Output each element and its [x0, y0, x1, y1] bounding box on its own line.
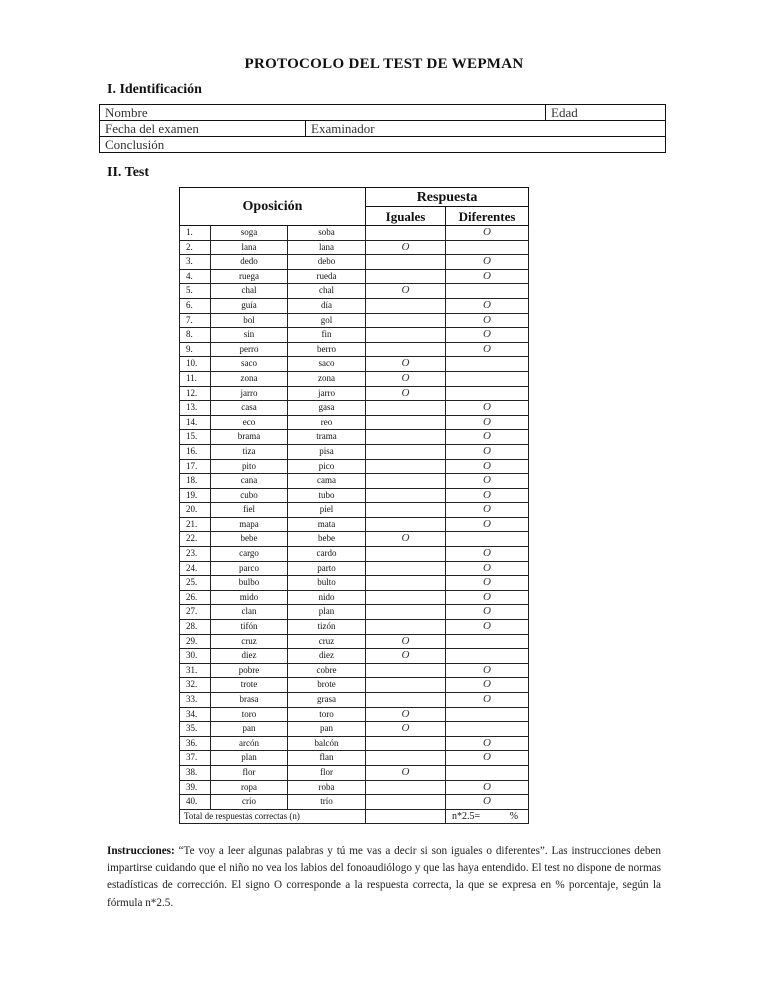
answer-iguales[interactable]	[366, 678, 446, 693]
row-number: 5.	[180, 284, 211, 299]
table-row	[180, 561, 529, 576]
table-row	[180, 693, 529, 708]
word-2: trama	[288, 430, 366, 445]
word-1: zona	[211, 371, 288, 386]
word-2: bulto	[288, 576, 366, 591]
row-number: 25.	[180, 576, 211, 591]
answer-iguales[interactable]	[366, 488, 446, 503]
row-number: 23.	[180, 547, 211, 562]
word-2: bebe	[288, 532, 366, 547]
row-number: 34.	[180, 707, 211, 722]
table-row	[180, 313, 529, 328]
word-1: lana	[211, 240, 288, 255]
answer-diferentes[interactable]: O	[446, 795, 529, 810]
table-row	[180, 444, 529, 459]
answer-diferentes[interactable]: O	[446, 503, 529, 518]
word-2: mata	[288, 517, 366, 532]
word-1: diez	[211, 649, 288, 664]
table-row	[180, 707, 529, 722]
answer-iguales[interactable]: O	[366, 707, 446, 722]
row-number: 30.	[180, 649, 211, 664]
row-number: 38.	[180, 765, 211, 780]
word-1: tiza	[211, 444, 288, 459]
word-1: chal	[211, 284, 288, 299]
header-oposicion: Oposición	[180, 188, 366, 226]
word-2: piel	[288, 503, 366, 518]
word-1: dedo	[211, 255, 288, 270]
answer-iguales[interactable]	[366, 474, 446, 489]
nombre-field[interactable]: Nombre	[100, 105, 546, 121]
row-number: 40.	[180, 795, 211, 810]
word-2: debo	[288, 255, 366, 270]
answer-iguales[interactable]: O	[366, 634, 446, 649]
answer-iguales[interactable]: O	[366, 765, 446, 780]
table-row	[180, 532, 529, 547]
table-row	[180, 517, 529, 532]
answer-diferentes[interactable]: O	[446, 693, 529, 708]
row-number: 18.	[180, 474, 211, 489]
answer-diferentes[interactable]: O	[446, 678, 529, 693]
word-2: trío	[288, 795, 366, 810]
row-number: 26.	[180, 590, 211, 605]
word-1: ropa	[211, 780, 288, 795]
row-number: 37.	[180, 751, 211, 766]
answer-iguales[interactable]	[366, 430, 446, 445]
word-2: gol	[288, 313, 366, 328]
row-number: 13.	[180, 401, 211, 416]
answer-iguales[interactable]: O	[366, 722, 446, 737]
word-2: pan	[288, 722, 366, 737]
answer-iguales[interactable]	[366, 401, 446, 416]
table-row	[180, 386, 529, 401]
table-row	[180, 649, 529, 664]
answer-iguales[interactable]: O	[366, 240, 446, 255]
answer-iguales[interactable]: O	[366, 371, 446, 386]
answer-diferentes[interactable]: O	[446, 226, 529, 241]
answer-diferentes[interactable]: O	[446, 328, 529, 343]
table-row	[180, 663, 529, 678]
answer-iguales[interactable]: O	[366, 386, 446, 401]
word-2: roba	[288, 780, 366, 795]
answer-iguales[interactable]: O	[366, 284, 446, 299]
table-row	[180, 722, 529, 737]
table-row	[180, 474, 529, 489]
header-respuesta: Respuesta	[366, 188, 529, 207]
answer-iguales[interactable]: O	[366, 357, 446, 372]
answer-iguales[interactable]	[366, 255, 446, 270]
answer-iguales[interactable]: O	[366, 649, 446, 664]
test-table	[179, 187, 529, 824]
word-1: casa	[211, 401, 288, 416]
row-number: 6.	[180, 298, 211, 313]
answer-iguales[interactable]	[366, 517, 446, 532]
row-number: 31.	[180, 663, 211, 678]
answer-iguales[interactable]	[366, 269, 446, 284]
answer-diferentes[interactable]: O	[446, 430, 529, 445]
row-number: 7.	[180, 313, 211, 328]
table-row	[180, 620, 529, 635]
word-1: parco	[211, 561, 288, 576]
answer-diferentes[interactable]: O	[446, 444, 529, 459]
answer-iguales[interactable]	[366, 547, 446, 562]
word-1: cubo	[211, 488, 288, 503]
answer-iguales[interactable]	[366, 663, 446, 678]
word-2: berro	[288, 342, 366, 357]
word-2: diez	[288, 649, 366, 664]
answer-diferentes[interactable]: O	[446, 663, 529, 678]
table-row	[180, 547, 529, 562]
word-2: día	[288, 298, 366, 313]
word-2: tubo	[288, 488, 366, 503]
table-row	[180, 298, 529, 313]
answer-iguales[interactable]	[366, 590, 446, 605]
answer-diferentes[interactable]: O	[446, 561, 529, 576]
word-2: lana	[288, 240, 366, 255]
table-row	[180, 751, 529, 766]
table-row	[180, 240, 529, 255]
answer-diferentes[interactable]: O	[446, 547, 529, 562]
word-2: pisa	[288, 444, 366, 459]
examinador-field[interactable]: Examinador	[306, 121, 666, 137]
word-2: chal	[288, 284, 366, 299]
answer-diferentes[interactable]: O	[446, 255, 529, 270]
word-1: cana	[211, 474, 288, 489]
word-2: saco	[288, 357, 366, 372]
answer-iguales[interactable]	[366, 459, 446, 474]
answer-diferentes[interactable]: O	[446, 590, 529, 605]
test-heading: II. Test	[107, 165, 150, 180]
word-1: bebe	[211, 532, 288, 547]
table-row	[180, 284, 529, 299]
answer-iguales[interactable]	[366, 795, 446, 810]
table-row	[180, 226, 529, 241]
page-title: PROTOCOLO DEL TEST DE WEPMAN	[244, 56, 524, 72]
word-2: flor	[288, 765, 366, 780]
formula-text: n*2.5=	[452, 810, 481, 822]
instructions-text: “Te voy a leer algunas palabras y tú me vas a decir si son iguales o diferentes”. Las instrucciones deben impartirse cuidando que el niño no vea los labios del fonoaudiólogo y que las haya entendido. El test no dispone de normas estadísticas de corrección. El signo O corresponde a la respuesta correcta, la que se expresa en % porcentaje, según la fórmula n*2.5.	[107, 845, 661, 909]
word-1: pan	[211, 722, 288, 737]
word-1: toro	[211, 707, 288, 722]
word-2: zona	[288, 371, 366, 386]
instructions-paragraph	[107, 843, 661, 912]
answer-diferentes[interactable]: O	[446, 517, 529, 532]
row-number: 21.	[180, 517, 211, 532]
row-number: 32.	[180, 678, 211, 693]
word-1: clan	[211, 605, 288, 620]
conclusion-field[interactable]: Conclusión	[100, 137, 666, 153]
answer-diferentes[interactable]	[446, 722, 529, 737]
row-number: 15.	[180, 430, 211, 445]
table-row	[180, 255, 529, 270]
table-row	[180, 678, 529, 693]
row-number: 1.	[180, 226, 211, 241]
word-1: pito	[211, 459, 288, 474]
instructions-label: Instrucciones:	[107, 845, 175, 857]
word-2: gasa	[288, 401, 366, 416]
row-number: 16.	[180, 444, 211, 459]
table-row	[180, 430, 529, 445]
table-row	[180, 459, 529, 474]
row-number: 36.	[180, 736, 211, 751]
answer-diferentes[interactable]: O	[446, 474, 529, 489]
answer-iguales[interactable]	[366, 693, 446, 708]
answer-diferentes[interactable]	[446, 357, 529, 372]
table-row	[180, 576, 529, 591]
row-number: 35.	[180, 722, 211, 737]
row-number: 19.	[180, 488, 211, 503]
word-1: jarro	[211, 386, 288, 401]
table-row	[180, 401, 529, 416]
table-row	[180, 371, 529, 386]
answer-iguales[interactable]	[366, 298, 446, 313]
word-1: cruz	[211, 634, 288, 649]
word-1: mido	[211, 590, 288, 605]
identification-table	[99, 104, 666, 153]
word-1: plan	[211, 751, 288, 766]
answer-diferentes[interactable]: O	[446, 415, 529, 430]
word-2: parto	[288, 561, 366, 576]
word-2: brote	[288, 678, 366, 693]
row-number: 27.	[180, 605, 211, 620]
table-row	[180, 488, 529, 503]
word-2: pico	[288, 459, 366, 474]
row-number: 10.	[180, 357, 211, 372]
answer-diferentes[interactable]: O	[446, 342, 529, 357]
answer-diferentes[interactable]: O	[446, 298, 529, 313]
answer-iguales[interactable]	[366, 736, 446, 751]
word-1: pobre	[211, 663, 288, 678]
word-2: soba	[288, 226, 366, 241]
answer-diferentes[interactable]: O	[446, 751, 529, 766]
word-1: bulbo	[211, 576, 288, 591]
answer-diferentes[interactable]: O	[446, 605, 529, 620]
table-row	[180, 780, 529, 795]
answer-diferentes[interactable]: O	[446, 269, 529, 284]
table-row	[180, 605, 529, 620]
word-2: rueda	[288, 269, 366, 284]
identification-heading: I. Identificación	[107, 82, 202, 97]
answer-diferentes[interactable]	[446, 707, 529, 722]
word-2: cardo	[288, 547, 366, 562]
answer-diferentes[interactable]: O	[446, 488, 529, 503]
answer-diferentes[interactable]	[446, 765, 529, 780]
word-1: ruega	[211, 269, 288, 284]
word-1: crío	[211, 795, 288, 810]
row-number: 24.	[180, 561, 211, 576]
answer-diferentes[interactable]	[446, 240, 529, 255]
row-number: 12.	[180, 386, 211, 401]
table-row	[180, 357, 529, 372]
header-diferentes: Diferentes	[446, 207, 529, 226]
word-2: reo	[288, 415, 366, 430]
word-1: brasa	[211, 693, 288, 708]
answer-iguales[interactable]	[366, 415, 446, 430]
table-row	[180, 503, 529, 518]
word-1: sin	[211, 328, 288, 343]
row-number: 33.	[180, 693, 211, 708]
answer-diferentes[interactable]	[446, 284, 529, 299]
header-iguales: Iguales	[366, 207, 446, 226]
row-number: 9.	[180, 342, 211, 357]
row-number: 29.	[180, 634, 211, 649]
total-label: Total de respuestas correctas (n)	[180, 809, 366, 824]
word-2: balcón	[288, 736, 366, 751]
answer-diferentes[interactable]: O	[446, 736, 529, 751]
word-2: plan	[288, 605, 366, 620]
answer-iguales[interactable]	[366, 605, 446, 620]
row-number: 3.	[180, 255, 211, 270]
table-row	[180, 590, 529, 605]
word-1: bol	[211, 313, 288, 328]
table-row	[180, 634, 529, 649]
row-number: 20.	[180, 503, 211, 518]
word-1: guía	[211, 298, 288, 313]
word-2: nido	[288, 590, 366, 605]
answer-iguales[interactable]	[366, 751, 446, 766]
table-row	[180, 328, 529, 343]
word-2: fin	[288, 328, 366, 343]
word-1: soga	[211, 226, 288, 241]
word-1: cargo	[211, 547, 288, 562]
table-row	[180, 765, 529, 780]
table-row	[180, 269, 529, 284]
table-row	[180, 415, 529, 430]
answer-iguales[interactable]	[366, 313, 446, 328]
answer-iguales[interactable]	[366, 576, 446, 591]
word-1: fiel	[211, 503, 288, 518]
table-row	[180, 736, 529, 751]
table-row	[180, 795, 529, 810]
answer-iguales[interactable]	[366, 561, 446, 576]
word-1: arcón	[211, 736, 288, 751]
row-number: 2.	[180, 240, 211, 255]
fecha-examen-field[interactable]: Fecha del examen	[100, 121, 306, 137]
word-1: saco	[211, 357, 288, 372]
answer-iguales[interactable]	[366, 342, 446, 357]
answer-diferentes[interactable]: O	[446, 620, 529, 635]
answer-diferentes[interactable]	[446, 634, 529, 649]
answer-iguales[interactable]	[366, 328, 446, 343]
word-1: perro	[211, 342, 288, 357]
row-number: 14.	[180, 415, 211, 430]
percent-sign: %	[509, 810, 519, 822]
answer-diferentes[interactable]: O	[446, 780, 529, 795]
row-number: 28.	[180, 620, 211, 635]
answer-diferentes[interactable]	[446, 532, 529, 547]
word-2: jarro	[288, 386, 366, 401]
answer-iguales[interactable]	[366, 780, 446, 795]
answer-diferentes[interactable]: O	[446, 459, 529, 474]
formula-cell	[446, 809, 529, 824]
answer-diferentes[interactable]: O	[446, 576, 529, 591]
row-number: 22.	[180, 532, 211, 547]
word-1: trote	[211, 678, 288, 693]
answer-iguales[interactable]	[366, 620, 446, 635]
answer-iguales[interactable]	[366, 444, 446, 459]
word-1: flor	[211, 765, 288, 780]
word-2: tizón	[288, 620, 366, 635]
answer-diferentes[interactable]	[446, 386, 529, 401]
word-2: grasa	[288, 693, 366, 708]
row-number: 17.	[180, 459, 211, 474]
answer-diferentes[interactable]	[446, 371, 529, 386]
word-1: mapa	[211, 517, 288, 532]
row-number: 4.	[180, 269, 211, 284]
row-number: 39.	[180, 780, 211, 795]
answer-diferentes[interactable]: O	[446, 313, 529, 328]
word-1: brama	[211, 430, 288, 445]
row-number: 11.	[180, 371, 211, 386]
answer-iguales[interactable]	[366, 503, 446, 518]
word-1: eco	[211, 415, 288, 430]
word-2: toro	[288, 707, 366, 722]
edad-field[interactable]: Edad	[546, 105, 666, 121]
word-2: cobre	[288, 663, 366, 678]
word-2: flan	[288, 751, 366, 766]
total-value[interactable]	[366, 809, 446, 824]
answer-iguales[interactable]	[366, 226, 446, 241]
word-2: cruz	[288, 634, 366, 649]
answer-diferentes[interactable]: O	[446, 401, 529, 416]
word-2: cama	[288, 474, 366, 489]
row-number: 8.	[180, 328, 211, 343]
table-row	[180, 342, 529, 357]
answer-iguales[interactable]: O	[366, 532, 446, 547]
answer-diferentes[interactable]	[446, 649, 529, 664]
word-1: tifón	[211, 620, 288, 635]
